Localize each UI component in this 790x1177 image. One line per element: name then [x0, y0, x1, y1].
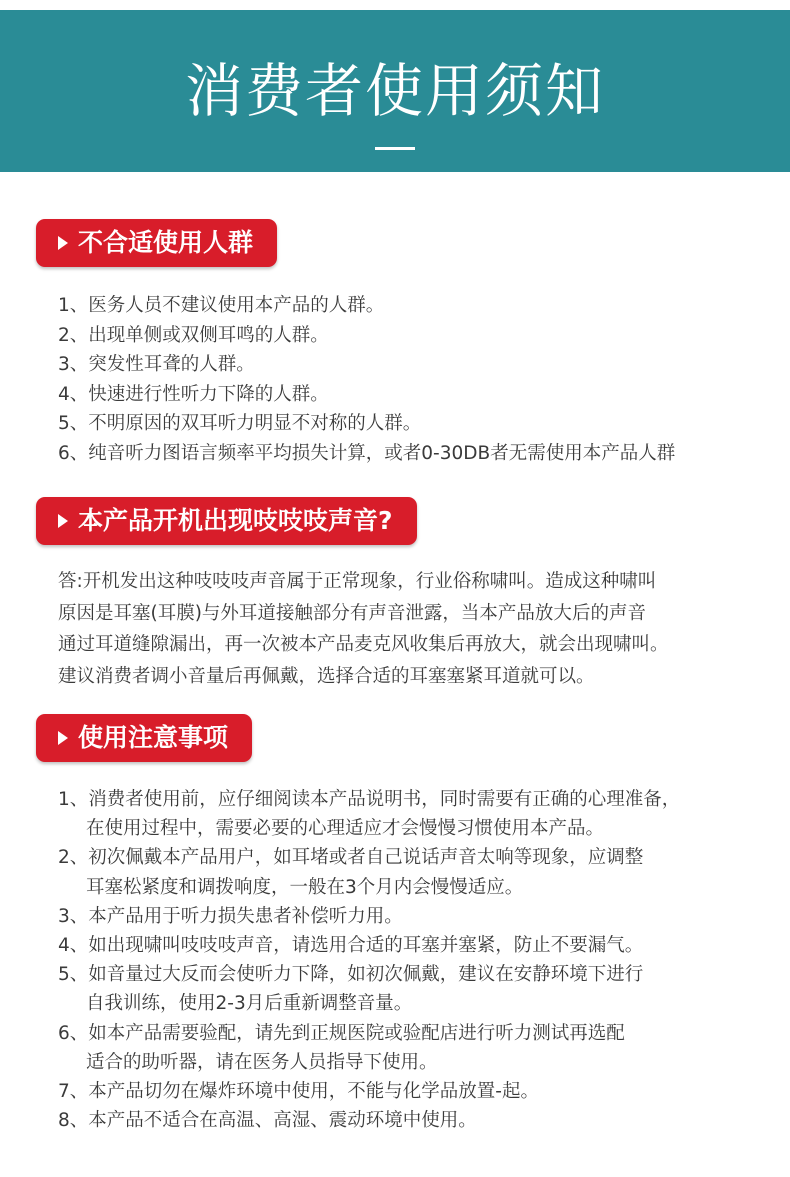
- note-line-continued: 耳塞松紧度和调拨响度，一般在3个月内会慢慢适应。: [86, 876, 524, 898]
- note-line-continued: 适合的助听器，请在医务人员指导下使用。: [86, 1051, 438, 1073]
- list-item: [58, 1019, 680, 1077]
- answer-line: 原因是耳塞(耳膜)与外耳道接触部分有声音泄露，当本产品放大后的声音: [58, 602, 646, 624]
- header-banner: [0, 10, 790, 172]
- triangle-right-icon: [58, 514, 68, 528]
- note-line: 5、如音量过大反而会使听力下降，如初次佩戴，建议在安静环境下进行: [58, 964, 644, 986]
- list-item: [58, 902, 680, 931]
- note-line: 8、本产品不适合在高温、高湿、震动环境中使用。: [58, 1110, 477, 1132]
- list-item: [58, 843, 680, 901]
- list-item: [58, 785, 680, 843]
- answer-line: 答:开机发出这种吱吱吱声音属于正常现象，行业俗称啸叫。造成这种啸叫: [58, 571, 657, 592]
- list-item: 2、出现单侧或双侧耳鸣的人群。: [58, 324, 329, 346]
- list-item: [58, 960, 680, 1018]
- note-line: 1、消费者使用前，应仔细阅读本产品说明书，同时需要有正确的心理准备，: [58, 789, 681, 810]
- unsuitable-users-list: [58, 291, 675, 468]
- list-item: [58, 1077, 680, 1106]
- section-badge-usage-notes: [36, 714, 252, 762]
- answer-line: 建议消费者调小音量后再佩戴，选择合适的耳塞塞紧耳道就可以。: [58, 665, 595, 687]
- list-item: 6、纯音听力图语言频率平均损失计算，或者0-30DB者无需使用本产品人群: [58, 442, 676, 464]
- triangle-right-icon: [58, 236, 68, 250]
- list-item: 4、快速进行性听力下降的人群。: [58, 383, 329, 405]
- section-badge-whistling-sound: [36, 497, 417, 545]
- note-line: 3、本产品用于听力损失患者补偿听力用。: [58, 905, 403, 927]
- note-line: 7、本产品切勿在爆炸环境中使用，不能与化学品放置-起。: [58, 1081, 539, 1103]
- triangle-right-icon: [58, 731, 68, 745]
- list-item: [58, 931, 680, 960]
- list-item: 5、不明原因的双耳听力明显不对称的人群。: [58, 413, 422, 434]
- note-line-continued: 在使用过程中，需要必要的心理适应才会慢慢习惯使用本产品。: [86, 818, 605, 840]
- note-line: 4、如出现啸叫吱吱吱声音，请选用合适的耳塞并塞紧，防止不要漏气。: [58, 935, 644, 957]
- note-line-continued: 自我训练，使用2-3月后重新调整音量。: [86, 993, 413, 1015]
- whistling-answer: [58, 566, 669, 692]
- list-item: [58, 1106, 680, 1135]
- title-underline: [375, 147, 415, 150]
- list-item: 3、突发性耳聋的人群。: [58, 354, 255, 375]
- section-badge-unsuitable-users: [36, 219, 277, 267]
- page-title: 消费者使用须知: [184, 57, 605, 125]
- note-line: 2、初次佩戴本产品用户，如耳堵或者自己说话声音太响等现象，应调整: [58, 847, 644, 869]
- note-line: 6、如本产品需要验配，请先到正规医院或验配店进行听力测试再选配: [58, 1022, 625, 1044]
- list-item: 1、医务人员不建议使用本产品的人群。: [58, 295, 385, 316]
- answer-line: 通过耳道缝隙漏出，再一次被本产品麦克风收集后再放大，就会出现啸叫。: [58, 634, 669, 655]
- section-title: 本产品开机出现吱吱吱声音?: [78, 506, 393, 535]
- section-title: 使用注意事项: [78, 723, 229, 752]
- section-title: 不合适使用人群: [78, 228, 254, 257]
- usage-notes-list: [58, 785, 680, 1135]
